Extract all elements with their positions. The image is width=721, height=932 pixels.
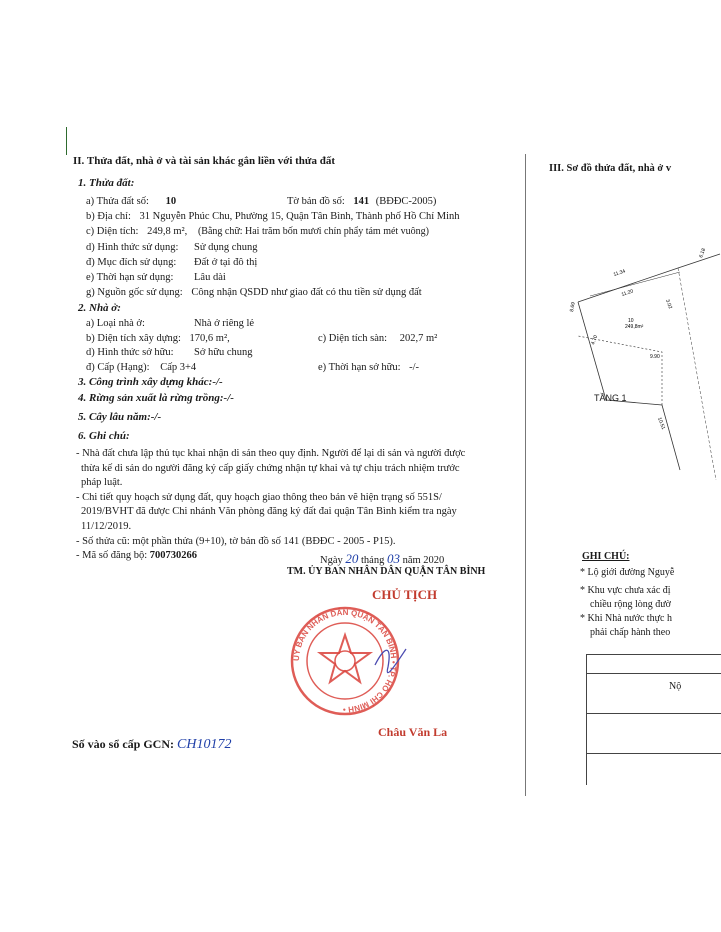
house-a-value: Nhà ở riêng lẻ [194, 318, 255, 329]
note-line: 11/12/2019. [81, 520, 132, 532]
house-a-label: a) Loại nhà ở: [86, 318, 145, 329]
sign-authority: TM. ỦY BAN NHÂN DÂN QUẬN TÂN BÌNH [287, 566, 486, 577]
legend-item: phải chấp hành theo [590, 627, 671, 638]
land-g-label: g) Nguồn gốc sử dụng: [86, 287, 183, 298]
date-month: 03 [386, 551, 400, 566]
land-g-value: Công nhận QSDD như giao đất có thu tiền sử dụng đất [191, 287, 422, 298]
date-day: 20 [345, 551, 359, 566]
floor-label: TẦNG 1 [594, 393, 627, 403]
land-map [287, 196, 436, 207]
section-iii-title: III. Sơ đồ thửa đất, nhà ở v [549, 163, 672, 174]
table-rule [587, 753, 721, 754]
legend-table [586, 654, 721, 785]
land-c-value: 249,8 m², [147, 226, 188, 237]
gcn-value: CH10172 [177, 737, 232, 752]
date-year: năm 2020 [402, 555, 445, 566]
house-dd-label: đ) Cấp (Hạng): [86, 362, 150, 373]
house-term [318, 362, 419, 373]
land-e-value: Lâu dài [194, 272, 226, 283]
diag-label: 4.70 [590, 334, 600, 346]
table-rule [587, 673, 721, 674]
land-dd-value: Đất ở tại đô thị [194, 257, 258, 268]
house-floor-value: 202,7 m² [399, 333, 438, 344]
signer-name: Châu Văn La [378, 725, 448, 739]
house-heading: 2. Nhà ở: [78, 302, 121, 314]
notes-heading: 6. Ghi chú: [78, 430, 130, 442]
notes-block [76, 447, 465, 564]
table-rule [587, 713, 721, 714]
note-line: - Chi tiết quy hoạch sử dụng đất, quy hoạch giao thông theo bản vẽ hiện trạng số 551S/ [76, 491, 442, 503]
legend-heading: GHI CHÚ: [582, 551, 630, 562]
legend-item: * Khi Nhà nước thực h [580, 613, 672, 624]
land-b-label: b) Địa chỉ: [86, 211, 131, 222]
date-prefix: Ngày [320, 555, 343, 566]
note-line: thừa kế di sản do người đăng ký cấp giấy chứng nhận tự khai và tự chịu trách nhiệm trước [81, 462, 460, 474]
diag-label: 11.34 [612, 268, 627, 278]
diag-label: 11.20 [620, 288, 635, 298]
land-row-g [86, 287, 422, 298]
gcn-row [72, 737, 231, 753]
land-row-b [86, 211, 460, 222]
note-line: - Nhà đất chưa lập thủ tục khai nhận di sản theo quy định. Người để lại di sản và người được [76, 448, 466, 459]
margin-line [66, 127, 67, 155]
house-d-value: Sở hữu chung [194, 347, 253, 358]
house-row-b [86, 333, 230, 344]
house-b-value: 170,6 m², [189, 333, 230, 344]
land-c-label: c) Diện tích: [86, 226, 139, 237]
diag-label: 249,8m² [625, 324, 644, 330]
house-dd-value: Cấp 3+4 [160, 362, 197, 373]
house-floor [318, 333, 437, 344]
gcn-label: Số vào sổ cấp GCN: [72, 737, 175, 751]
house-d-label: d) Hình thức sở hữu: [86, 347, 174, 358]
house-row-dd [86, 362, 196, 373]
note-line: pháp luật. [81, 477, 123, 489]
diag-label: 9.90 [650, 354, 660, 360]
land-e-label: e) Thời hạn sử dụng: [86, 272, 174, 283]
house-b-label: b) Diện tích xây dựng: [86, 333, 181, 344]
sign-date [320, 551, 444, 567]
land-heading: 1. Thửa đất: [78, 177, 135, 189]
item-3: 3. Công trình xây dựng khác:-/- [78, 376, 223, 388]
note-line: - Số thửa cũ: một phần thửa (9+10), tờ bản đồ số 141 (BĐĐC - 2005 - P15). [76, 535, 396, 547]
legend-item: chiều rộng lòng đườ [590, 599, 671, 610]
house-term-label: e) Thời hạn sở hữu: [318, 362, 401, 373]
legend-item: * Lộ giới đường Nguyễ [580, 567, 675, 578]
diag-label: 10 [628, 318, 634, 324]
item-4: 4. Rừng sản xuất là rừng trồng:-/- [78, 392, 234, 404]
sign-title: CHỦ TỊCH [372, 587, 438, 602]
date-month-word: tháng [361, 555, 385, 566]
reg-value: 700730266 [149, 550, 198, 562]
land-row-a [86, 196, 176, 207]
land-a-label: a) Thửa đất số: [86, 196, 149, 207]
land-map-value: 141 [353, 196, 370, 207]
column-divider [525, 154, 526, 796]
house-term-value: -/- [409, 362, 420, 373]
land-d-label: d) Hình thức sử dụng: [86, 242, 179, 253]
section-ii-title: II. Thửa đất, nhà ở và tài sản khác gắn liền với thửa đất [73, 155, 336, 167]
land-b-value: 31 Nguyễn Phúc Chu, Phường 15, Quận Tân Bình, Thành phố Hồ Chí Minh [139, 211, 460, 222]
diag-label: 8.69 [569, 301, 577, 313]
legend-item: * Khu vực chưa xác đị [580, 585, 671, 596]
land-c-words: (Bằng chữ: Hai trăm bốn mươi chín phẩy tám mét vuông) [197, 226, 430, 237]
land-map-label: Tờ bản đồ số: [287, 196, 345, 207]
land-a-value: 10 [165, 196, 177, 207]
land-row-c [86, 226, 429, 237]
note-line: 2019/BVHT đã được Chi nhánh Văn phòng đăng ký đất đai quận Tân Bình kiểm tra ngày [81, 506, 457, 518]
diag-label: 6.18 [698, 247, 708, 259]
official-stamp [280, 605, 410, 717]
reg-label: - Mã số đăng bộ: [76, 550, 148, 562]
item-5: 5. Cây lâu năm:-/- [78, 411, 162, 423]
legend-items [580, 566, 674, 640]
land-d-value: Sử dụng chung [194, 242, 258, 253]
table-cell: Nộ [669, 681, 682, 692]
parcel-diagram [570, 240, 720, 490]
land-dd-label: đ) Mục đích sử dụng: [86, 257, 177, 268]
diag-label: 3.02 [664, 298, 674, 310]
house-floor-label: c) Diện tích sàn: [318, 333, 388, 344]
land-row-d [86, 242, 178, 253]
stamp-ring-text: ỦY BAN NHÂN DÂN QUẬN TÂN BÌNH • TP. HỒ CHÍ MINH • [291, 607, 399, 715]
land-map-extra: (BĐĐC-2005) [375, 196, 437, 207]
diag-label: 10.51 [656, 416, 667, 431]
